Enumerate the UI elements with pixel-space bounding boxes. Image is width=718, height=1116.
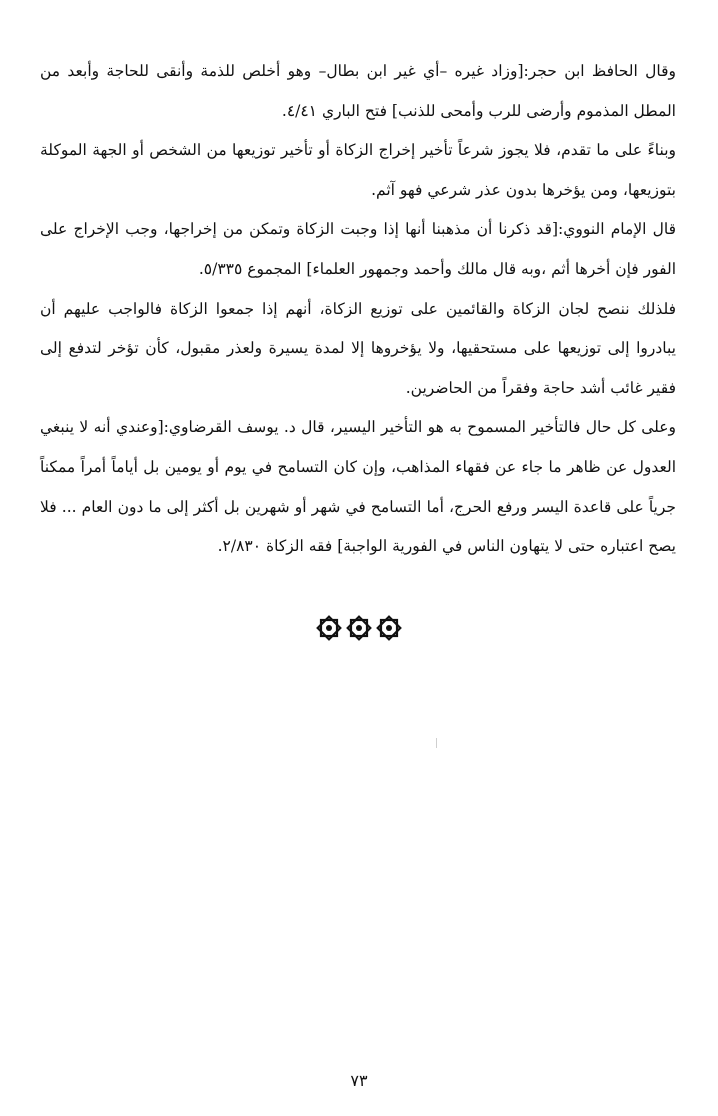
page-number: ٧٣ (350, 1071, 368, 1090)
ornament-star-icon (315, 614, 343, 642)
body-text (40, 52, 676, 567)
paragraph-advice: فلذلك ننصح لجان الزكاة والقائمين على توزيع الزكاة، أنهم إذا جمعوا الزكاة فالواجب عليهم أن يبادروا إلى توزيعها على مستحقيها، ولا يؤخروها إلا لمدة يسيرة ولعذر مقبول، كأن تؤخر لتدفع إلى فقير غائب أشد حاجة وفقراً من الحاضرين. (40, 299, 676, 397)
ornament-star-icon (345, 614, 373, 642)
paragraph-nawawi-quote: قال الإمام النووي:[قد ذكرنا أن مذهبنا أنها إذا وجبت الزكاة وتمكن من إخراجها، وجب الإخراج على الفور فإن أخرها أثم ،وبه قال مالك وأحمد وجمهور العلماء] المجموع ٥/٣٣٥. (40, 220, 676, 278)
paragraph-qaradawi-quote: وعلى كل حال فالتأخير المسموح به هو التأخير اليسير، قال د. يوسف القرضاوي:[وعندي أنه لا ينبغي العدول عن ظاهر ما جاء عن فقهاء المذاهب، وإن كان التسامح في يوم أو يومين بل أياماً أمراً ممكناً جرياً على قاعدة اليسر ورفع الحرج، أما التسامح في شهر أو شهرين بل أكثر إلى ما دون العام ... فلا يصح اعتباره حتى لا يتهاون الناس في الفورية الواجبة] فقه الزكاة ٢/٨٣٠. (40, 418, 676, 556)
ornament-star-icon (375, 614, 403, 642)
paragraph-ibn-hajar-quote: وقال الحافظ ابن حجر:[وزاد غيره –أي غير ابن بطال– وهو أخلص للذمة وأنقى للحاجة وأبعد من المطل المذموم وأرضى للرب وأمحى للذنب] فتح الباري ٤/٤١. (40, 62, 676, 120)
paragraph-ruling: وبناءً على ما تقدم، فلا يجوز شرعاً تأخير إخراج الزكاة أو تأخير توزيعها من الشخص أو الجهة الموكلة بتوزيعها، ومن يؤخرها بدون عذر شرعي فهو آثم. (40, 141, 676, 199)
margin-mark (436, 738, 437, 748)
three-star-ornament-icon (0, 608, 718, 648)
